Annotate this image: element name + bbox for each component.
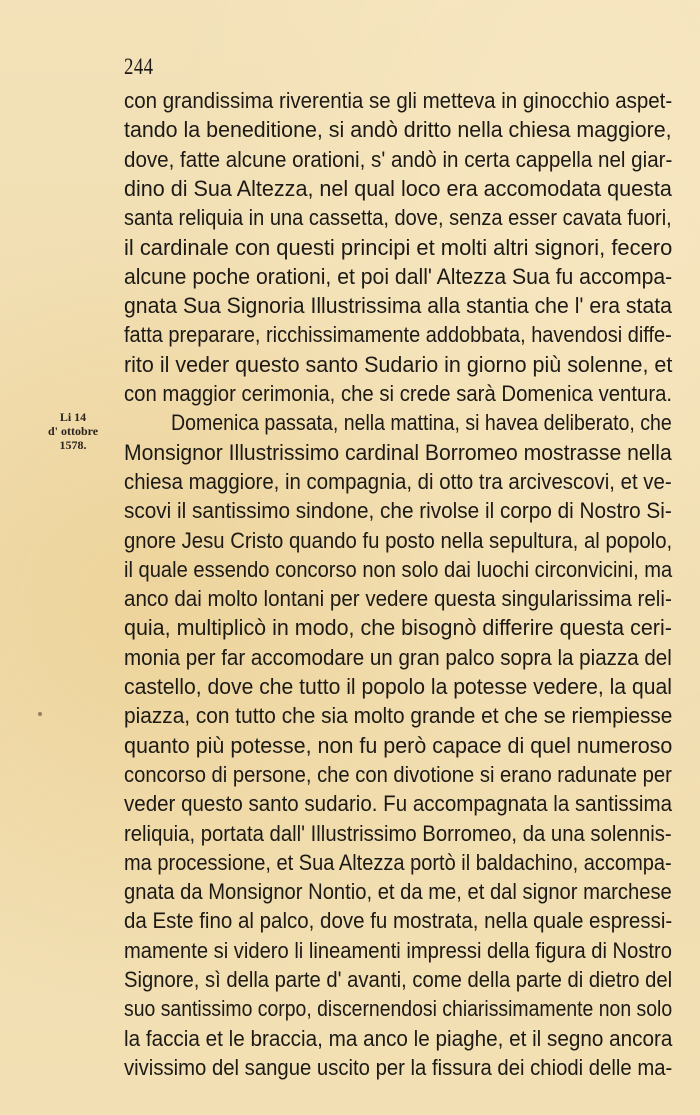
text-line: la faccia et le braccia, ma anco le piaghe, et il segno ancora	[124, 1025, 673, 1051]
text-line: da Este fino al palco, dove fu mostrata, nella quale espressi-	[124, 908, 673, 934]
text-line: mamente si videro li lineamenti impressi della figura di Nostro	[124, 937, 672, 963]
text-line: il cardinale con questi principi et molti altri signori, fecero	[124, 234, 673, 260]
text-line: gnata Sua Signoria Illustrissima alla stantia che l' era stata	[124, 293, 672, 319]
text-line: con grandissima riverentia se gli metteva in ginocchio aspet-	[124, 88, 673, 113]
text-line: rito il veder questo santo Sudario in giorno più solenne, et	[124, 351, 673, 377]
text-line: gnata da Monsignor Nontio, et da me, et dal signor marchese	[124, 879, 672, 905]
text-line: chiesa maggiore, in compagnia, di otto tra arcivescovi, et ve-	[124, 468, 672, 494]
text-line: quia, multiplicò in modo, che bisognò differire questa ceri-	[124, 615, 672, 641]
text-line: dove, fatte alcune orationi, s' andò in certa cappella nel giar-	[124, 146, 673, 172]
page-number: 244	[124, 54, 154, 79]
margin-date-note	[30, 410, 116, 452]
margin-note-line: d' ottobre	[47, 424, 99, 438]
paper-stain	[38, 712, 42, 716]
text-line: suo santissimo corpo, discernendosi chiarissimamente non solo	[124, 996, 673, 1022]
margin-note-line: Li 14	[59, 410, 87, 424]
text-line: anco dai molto lontani per vedere questa singularissima reli-	[124, 586, 672, 612]
text-line: reliquia, portata dall' Illustrissimo Borromeo, da una solennis-	[124, 820, 672, 846]
text-line: castello, dove che tutto il popolo la potesse vedere, la qual	[124, 674, 672, 699]
text-line: il quale essendo concorso non solo dai luochi circonvicini, ma	[124, 556, 673, 582]
text-line: dino di Sua Altezza, nel qual loco era accomodata questa	[124, 175, 672, 201]
text-line: con maggior cerimonia, che si crede sarà Domenica ventura.	[124, 381, 673, 406]
text-line: fatta preparare, ricchissimamente addobbata, havendosi diffe-	[124, 322, 672, 348]
text-line: Domenica passata, nella mattina, si havea deliberato, che	[171, 410, 672, 436]
text-line: santa reliquia in una cassetta, dove, senza esser cavata fuori,	[124, 205, 672, 231]
text-line: quanto più potesse, non fu però capace di quel numeroso	[124, 732, 673, 758]
text-line: alcune poche orationi, et poi dall' Altezza Sua fu accompa-	[124, 263, 673, 289]
text-line: tando la beneditione, si andò dritto nella chiesa maggiore,	[124, 117, 672, 143]
text-line: Signore, sì della parte d' avanti, come della parte di dietro del	[124, 967, 673, 992]
text-line: monia per far accomodare un gran palco sopra la piazza del	[124, 644, 672, 670]
text-line: vivissimo del sangue uscito per la fissura dei chiodi delle ma-	[124, 1054, 673, 1080]
text-line: piazza, con tutto che sia molto grande et che se riempiesse	[124, 703, 673, 729]
text-line: concorso di persone, che con divotione si erano radunate per	[124, 761, 672, 787]
text-line: scovi il santissimo sindone, che rivolse il corpo di Nostro Si-	[124, 498, 672, 524]
text-line: gnore Jesu Cristo quando fu posto nella sepultura, al popolo,	[124, 527, 673, 553]
text-line: veder questo santo sudario. Fu accompagnata la santissima	[124, 791, 673, 817]
margin-note-line: 1578.	[59, 438, 87, 452]
text-line: ma processione, et Sua Altezza portò il baldachino, accompa-	[124, 849, 672, 875]
text-line: Monsignor Illustrissimo cardinal Borromeo mostrasse nella	[124, 439, 672, 465]
